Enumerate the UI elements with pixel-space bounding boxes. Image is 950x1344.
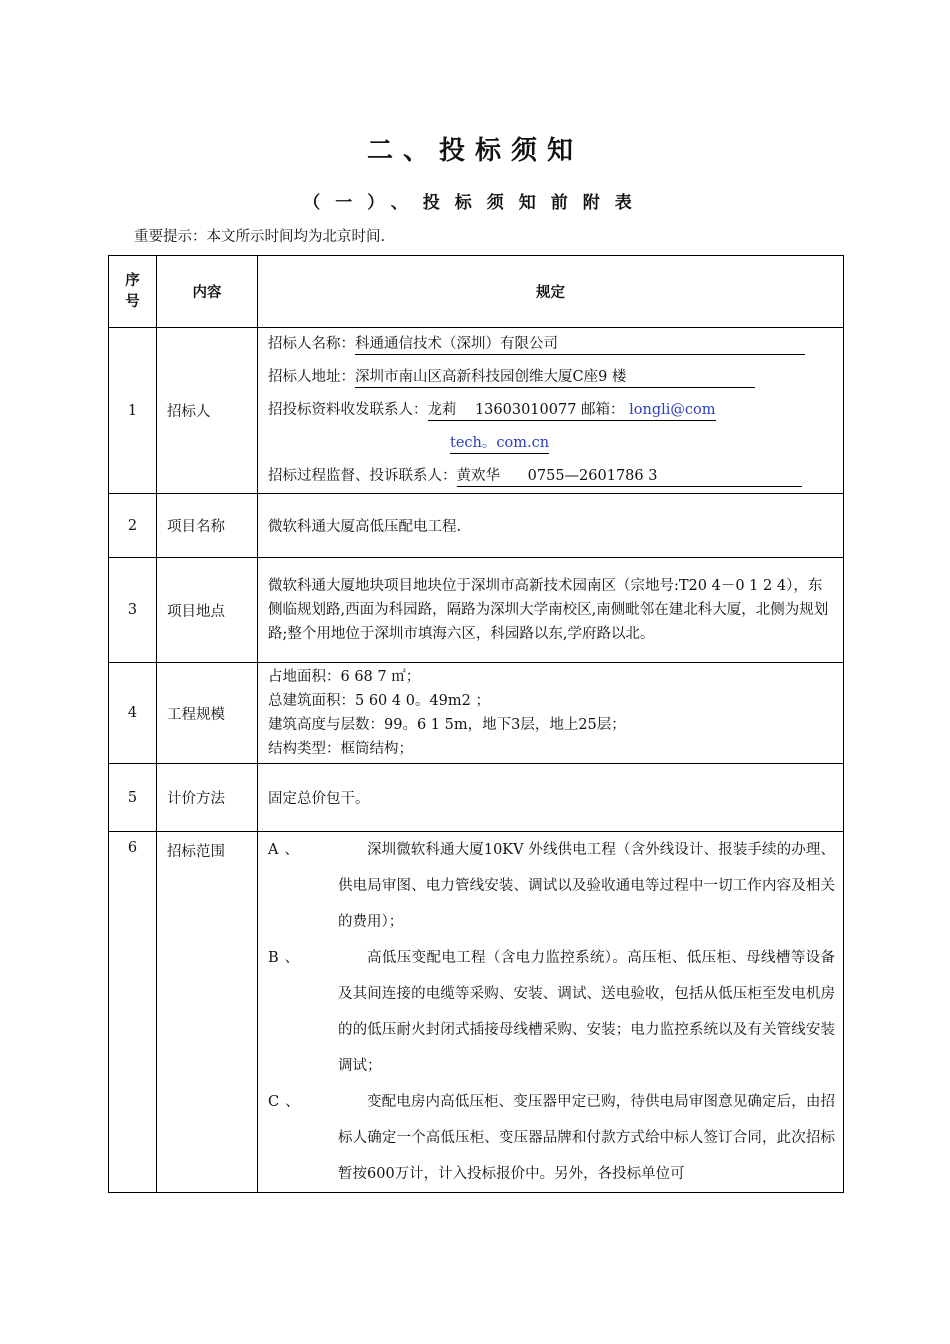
contact-label: 招投标资料收发联系人： [268, 402, 428, 418]
email-label: 邮箱： [581, 402, 625, 418]
scale-line: 总建筑面积：5 60 4 0。49m2 ； [268, 693, 490, 709]
scope-item [268, 940, 835, 1084]
row-item: 招标人 [157, 328, 258, 494]
email-link-part1[interactable]: longli@com [629, 402, 716, 418]
row-item: 工程规模 [157, 663, 258, 764]
row-rule [258, 328, 844, 494]
scope-label: C、 [268, 1094, 306, 1110]
scope-text: 高低压变配电工程（含电力监控系统）。高压柜、低压柜、母线槽等设备及其间连接的电缆等采购、安装、调试、送电验收，包括从低压柜至发电机房的的低压耐火封闭式插接母线槽采购、安装；电力监控系统以及有关管线安装调试； [338, 950, 835, 1074]
scale-line: 结构类型：框筒结构； [268, 741, 413, 757]
scope-item [268, 1084, 835, 1192]
scope-text: 变配电房内高低压柜、变压器甲定已购，待供电局审图意见确定后，由招标人确定一个高低压柜、变压器品牌和付款方式给中标人签订合同，此次招标暂按600万计，计入投标报价中。另外，各投标单位可 [338, 1094, 835, 1182]
header-item: 内容 [157, 256, 258, 328]
project-scale [258, 663, 844, 764]
scale-line: 占地面积：6 68 7 ㎡； [268, 669, 421, 685]
table-row [109, 663, 844, 764]
row-item: 项目名称 [157, 494, 258, 558]
tenderer-name: 科通通信技术（深圳）有限公司 [355, 334, 805, 355]
tenderer-address: 深圳市南山区高新科技园创维大厦C座9 楼 [355, 367, 755, 388]
tenderer-address-line [268, 361, 835, 394]
row-item: 计价方法 [157, 764, 258, 832]
tenderer-name-label: 招标人名称： [268, 336, 355, 352]
scope-label: A、 [268, 842, 305, 858]
scope-label: B、 [268, 950, 306, 966]
page-title: 二、投标须知 [366, 136, 583, 166]
supervisor-name: 黄欢华 [456, 468, 500, 484]
contact-line [268, 394, 835, 427]
pricing-method: 固定总价包干。 [258, 764, 844, 832]
row-item: 项目地点 [157, 558, 258, 663]
row-item: 招标范围 [157, 832, 258, 1193]
row-number: 2 [109, 494, 157, 558]
supervisor-phone: 0755—2601786 3 [527, 468, 658, 484]
scope-text: 深圳微软科通大厦10KV 外线供电工程（含外线设计、报装手续的办理、供电局审图、电力管线安装、调试以及验收通电等过程中一切工作内容及相关的费用）； [338, 842, 835, 930]
tenderer-address-label: 招标人地址： [268, 369, 355, 385]
row-number: 5 [109, 764, 157, 832]
supervisor-details [457, 466, 802, 487]
table-header-row [109, 256, 844, 328]
email-link-part2[interactable]: tech。com.cn [450, 433, 549, 454]
contact-name: 龙莉 [427, 402, 457, 418]
project-name: 微软科通大厦高低压配电工程. [258, 494, 844, 558]
tender-scope [258, 832, 844, 1193]
contact-phone: 13603010077 [474, 402, 577, 418]
header-rule: 规定 [258, 256, 844, 328]
section-subtitle: （一）、投标须知前附表 [303, 193, 647, 213]
table-row [109, 832, 844, 1193]
row-number: 1 [109, 328, 157, 494]
table-row [109, 558, 844, 663]
table-row [109, 328, 844, 494]
email-line-2 [268, 427, 835, 460]
contact-details [428, 400, 716, 421]
row-number: 4 [109, 663, 157, 764]
row-number: 3 [109, 558, 157, 663]
project-location: 微软科通大厦地块项目地块位于深圳市高新技术园南区（宗地号:T20 4－0 1 2 4），东侧临规划路,西面为科园路，隔路为深圳大学南校区,南侧毗邻在建北科大厦，北侧为规划路;整个用地位于深圳市填海六区，科园路以东,学府路以北。 [258, 558, 844, 663]
header-no: 序号 [109, 256, 157, 328]
table-row [109, 494, 844, 558]
scope-item [268, 832, 835, 940]
tender-info-table [108, 255, 844, 1193]
scale-line: 建筑高度与层数：99。6 1 5m，地下3层，地上25层； [268, 717, 626, 733]
supervisor-line [268, 460, 835, 493]
table-row [109, 764, 844, 832]
supervisor-label: 招标过程监督、投诉联系人： [268, 468, 457, 484]
important-notice: 重要提示：本文所示时间均为北京时间. [134, 229, 386, 245]
row-number: 6 [109, 832, 157, 1193]
tenderer-name-line [268, 328, 835, 361]
